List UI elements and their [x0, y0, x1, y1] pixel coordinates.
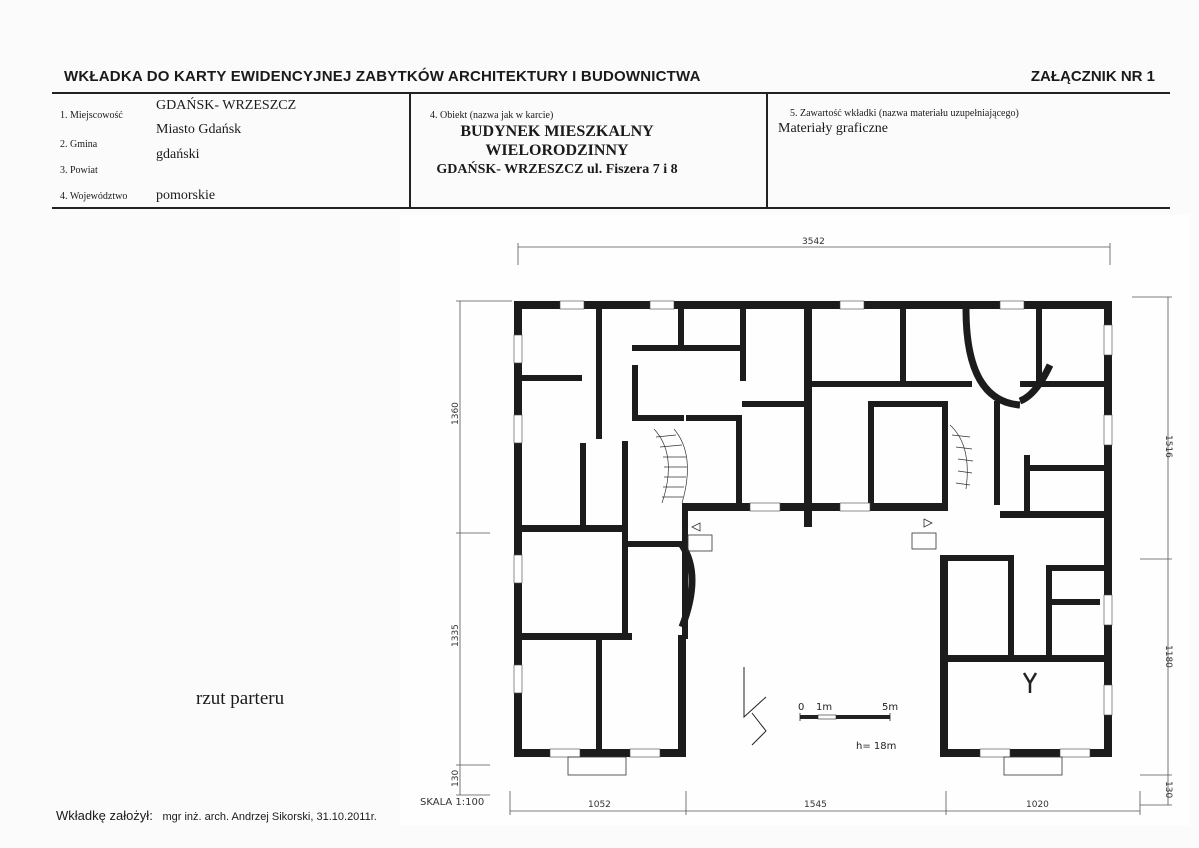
footer-author: mgr inż. arch. Andrzej Sikorski, 31.10.2011r. — [162, 811, 377, 823]
field-label-miejscowosc: 1. Miejscowość — [60, 110, 123, 121]
dim-left-upper: 1360 — [451, 402, 461, 425]
contents-label: 5. Zawartość wkładki (nazwa materiału uzupełniającego) — [790, 108, 1019, 119]
dim-right-bottom: 130 — [1163, 781, 1173, 799]
dim-bottom-1: 1052 — [588, 800, 611, 810]
field-label-gmina: 2. Gmina — [60, 139, 98, 150]
footer-label: Wkładkę założył: — [56, 808, 153, 823]
dim-bottom-2: 1545 — [804, 800, 827, 810]
floor-plan-drawing — [400, 215, 1190, 825]
dim-right-lower: 1180 — [1163, 645, 1173, 668]
column-divider — [766, 94, 768, 208]
document-title: WKŁADKA DO KARTY EWIDENCYJNEJ ZABYTKÓW ARCHITEKTURY I BUDOWNICTWA — [64, 68, 701, 85]
drawing-caption: rzut parteru — [196, 688, 285, 709]
table-rule — [52, 207, 1170, 209]
scale-bar-one: 1m — [816, 702, 833, 713]
dim-top: 3542 — [802, 237, 825, 247]
object-name-line2: WIELORODZINNY — [485, 142, 629, 159]
field-value-miejscowosc: GDAŃSK- WRZESZCZ — [156, 98, 297, 113]
field-label-wojewodztwo: 4. Województwo — [60, 191, 128, 202]
column-divider — [409, 94, 411, 208]
field-value-wojewodztwo: pomorskie — [156, 188, 216, 203]
building-height: h= 18m — [856, 741, 897, 752]
annex-number: ZAŁĄCZNIK NR 1 — [1030, 68, 1155, 85]
object-label: 4. Obiekt (nazwa jak w karcie) — [430, 110, 554, 121]
dim-right-upper: 1516 — [1163, 435, 1173, 458]
dim-left-bottom: 130 — [451, 769, 461, 787]
object-name-line1: BUDYNEK MIESZKALNY — [460, 123, 654, 140]
scale-bar-zero: 0 — [798, 702, 805, 713]
contents-value: Materiały graficzne — [778, 121, 888, 136]
field-label-powiat: 3. Powiat — [60, 165, 98, 176]
field-value-powiat: gdański — [156, 147, 200, 162]
object-address: GDAŃSK- WRZESZCZ ul. Fiszera 7 i 8 — [436, 162, 678, 177]
scale-label: SKALA 1:100 — [420, 797, 485, 808]
field-value-gmina: Miasto Gdańsk — [156, 122, 242, 137]
dim-left-lower: 1335 — [451, 624, 461, 647]
dim-bottom-3: 1020 — [1026, 800, 1049, 810]
header-rule — [52, 92, 1170, 94]
scale-bar-five: 5m — [882, 702, 899, 713]
